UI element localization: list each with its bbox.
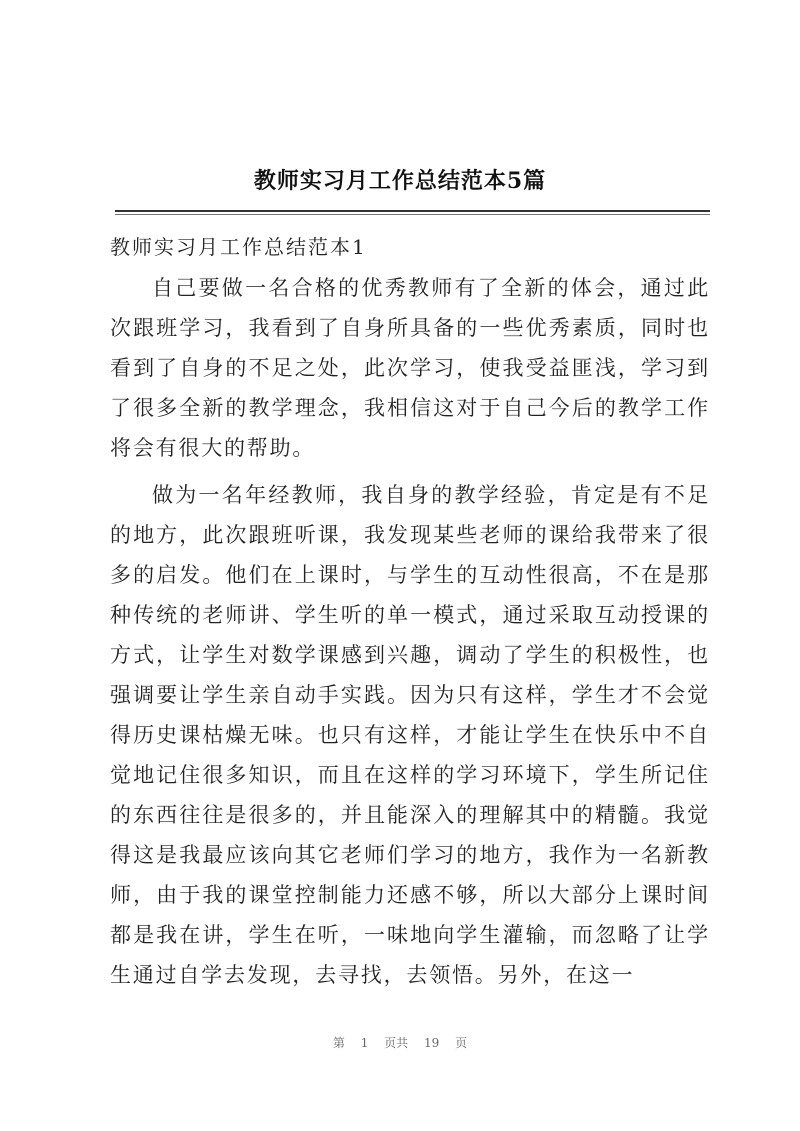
title-divider — [115, 210, 710, 212]
document-title: 教师实习月工作总结范本5篇 — [253, 168, 547, 194]
footer-mid: 页共 — [384, 1036, 409, 1050]
footer-current-page: 1 — [360, 1036, 369, 1050]
page-footer — [0, 1034, 800, 1051]
title-divider-thin — [115, 214, 710, 215]
footer-prefix: 第 — [332, 1036, 345, 1050]
footer-suffix: 页 — [455, 1036, 468, 1050]
section-heading: 教师实习月工作总结范本1 — [110, 235, 367, 259]
paragraph-2: 做为一名年经教师，我自身的教学经验，肯定是有不足的地方，此次跟班听课，我发现某些老师的课给我带来了很多的启发。他们在上课时，与学生的互动性很高，不在是那种传统的老师讲、学生听的单一模式，通过采取互动授课的方式，让学生对数学课感到兴趣，调动了学生的积极性，也强调要让学生亲自动手实践。因为只有这样，学生才不会觉得历史课枯燥无味。也只有这样，才能让学生在快乐中不自觉地记住很多知识，而且在这样的学习环境下，学生所记住的东西往往是很多的，并且能深入的理解其中的精髓。我觉得这是我最应该向其它老师们学习的地方，我作为一名新教师，由于我的课堂控制能力还感不够，所以大部分上课时间都是我在讲，学生在听，一味地向学生灌输，而忽略了让学生通过自学去发现，去寻找，去领悟。另外，在这一 — [110, 483, 710, 987]
footer-total-pages: 19 — [424, 1036, 440, 1050]
body-text — [110, 268, 710, 1006]
paragraph-1: 自己要做一名合格的优秀教师有了全新的体会，通过此次跟班学习，我看到了自身所具备的一些优秀素质，同时也看到了自身的不足之处，此次学习，使我受益匪浅，学习到了很多全新的教学理念，我相信这对于自己今后的教学工作将会有很大的帮助。 — [110, 276, 710, 460]
